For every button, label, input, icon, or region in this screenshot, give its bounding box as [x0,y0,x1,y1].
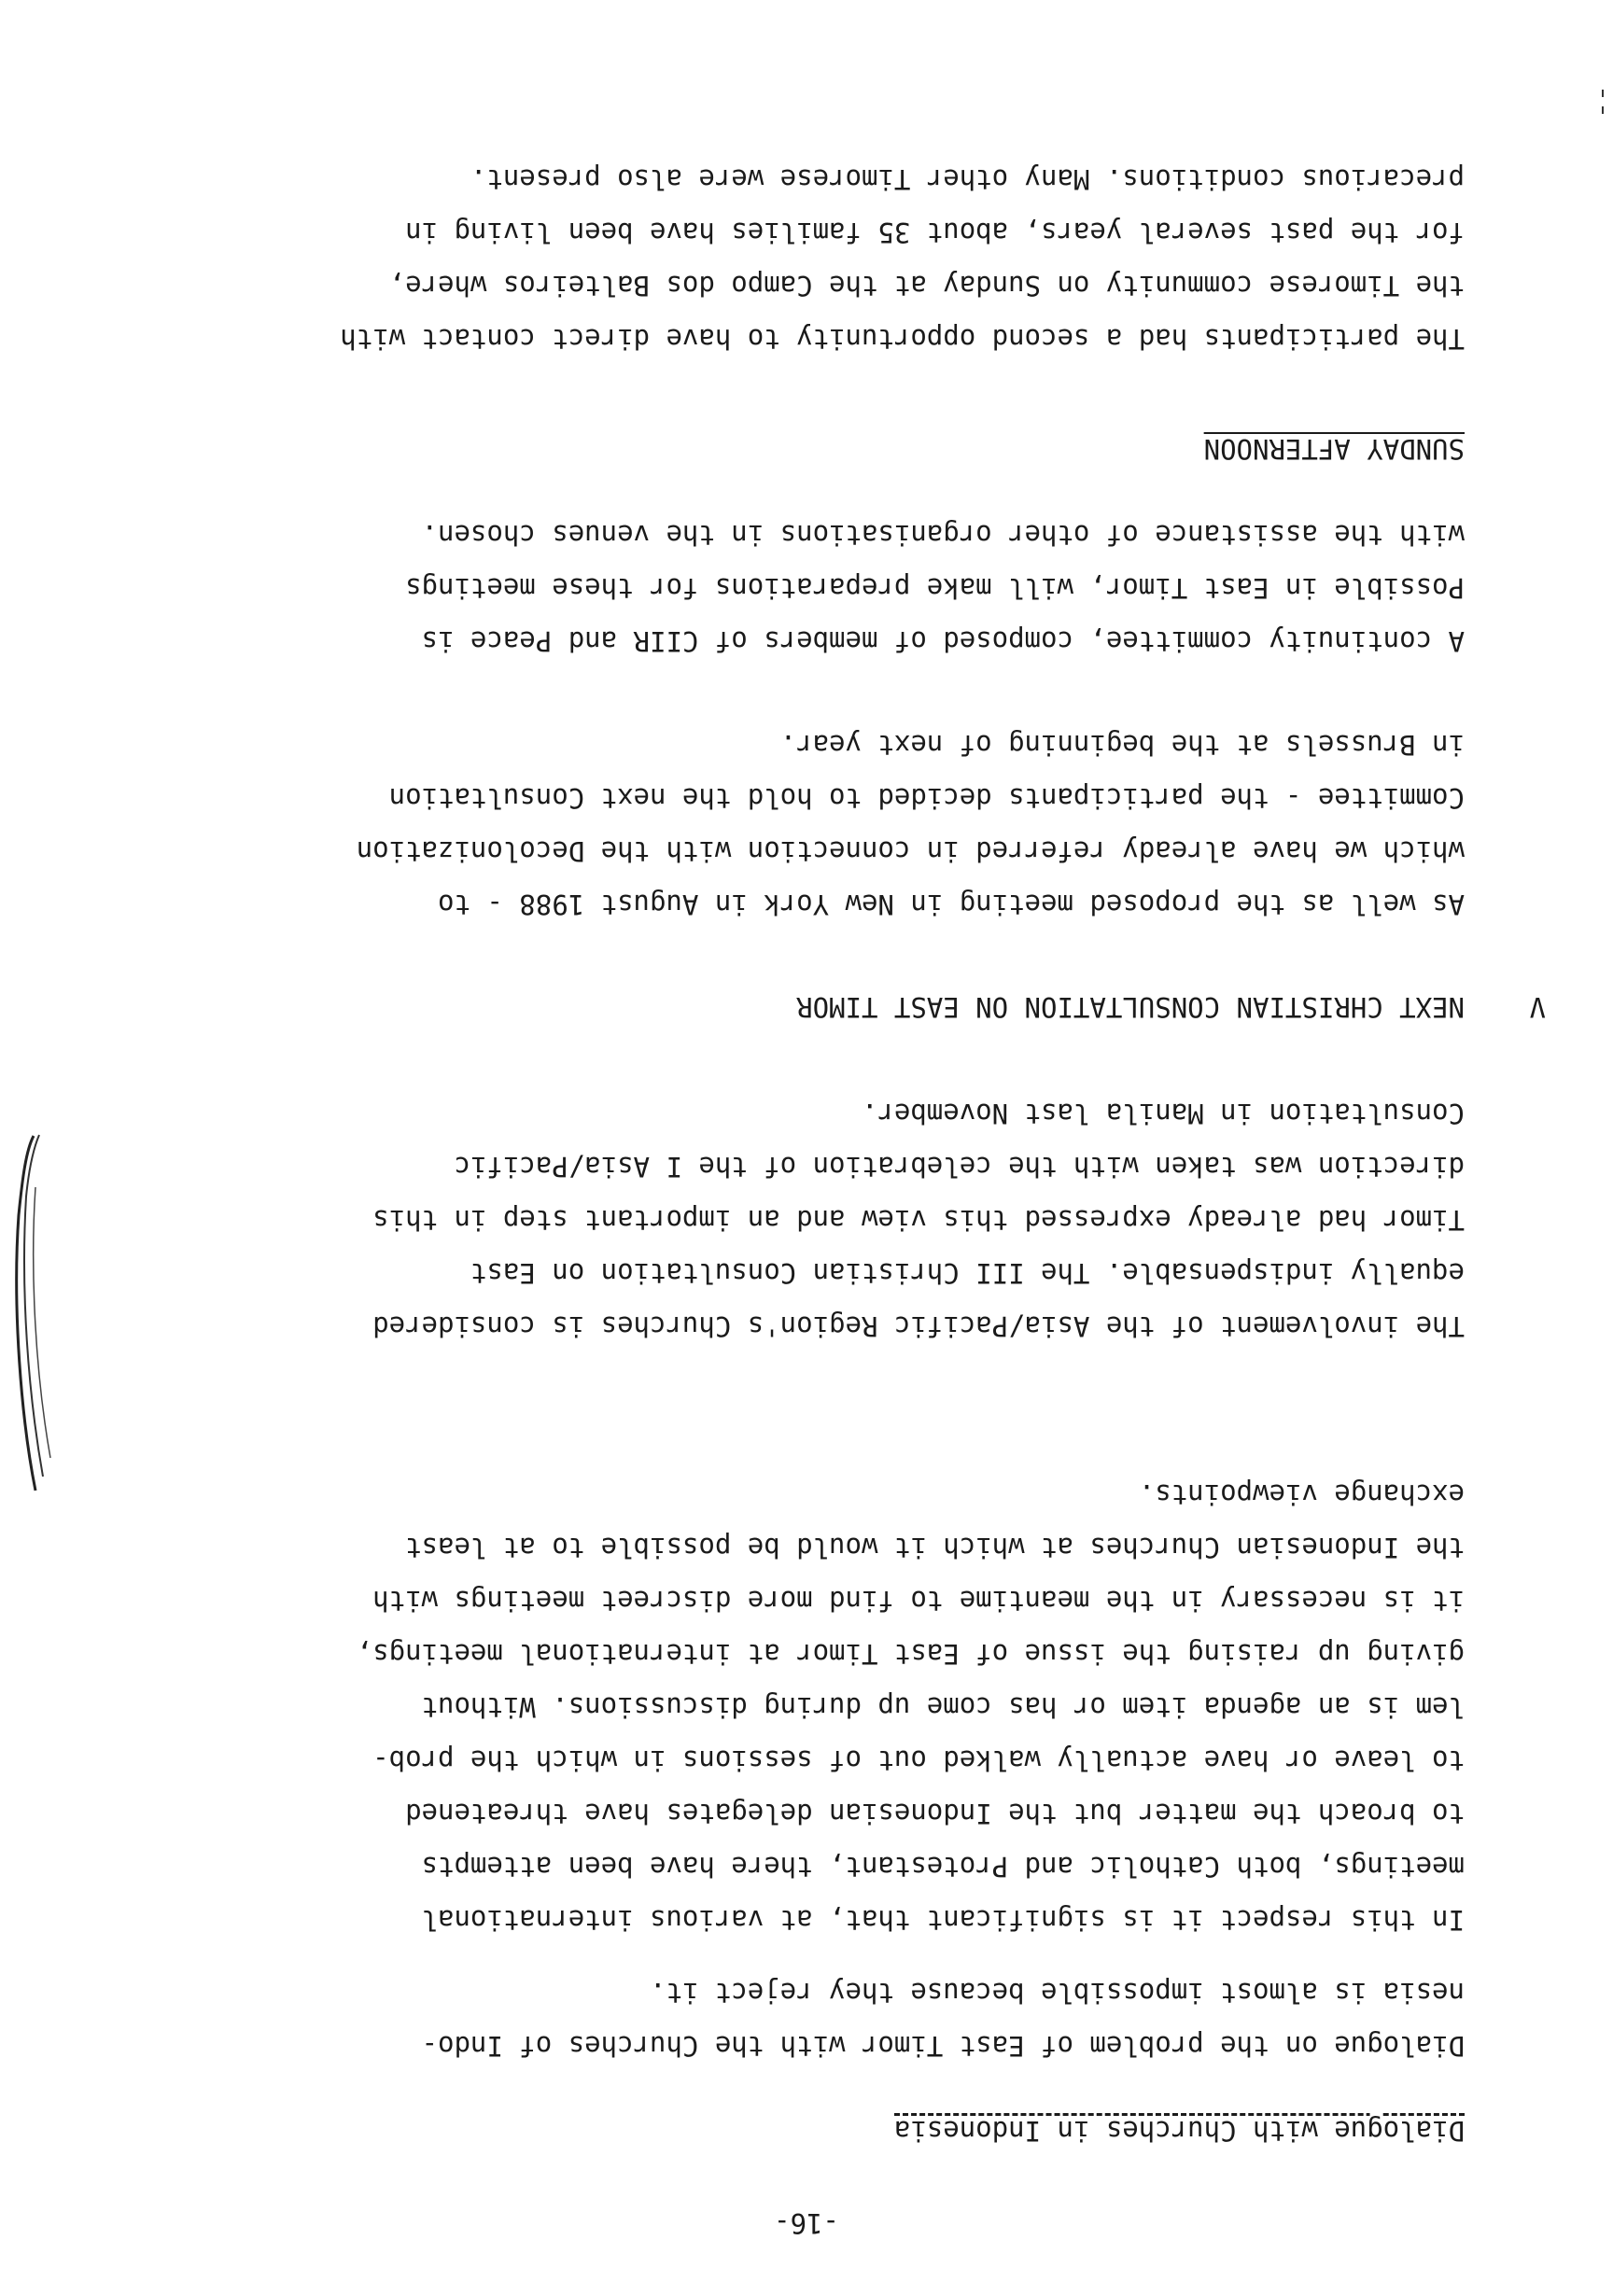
text-line: with the assistance of other organisations in the venues chosen. [421,519,1465,551]
text-line: Timor had already expressed this view and an important step in this [372,1204,1465,1236]
text-line: equally indispensable. The III Christian Consultation on East [470,1257,1465,1289]
text-line: The participants had a second opportunity to have direct contact with [340,323,1465,355]
text-line: In this respect it is significant that, at various international [421,1904,1465,1936]
text-line: for the past several years, about 35 families have been living in [405,217,1465,248]
paragraph-next-meeting [357,718,1465,931]
handwritten-margin-mark [7,1131,63,1495]
text-line: direction was taken with the celebration of the I Asia/Pacific [454,1151,1465,1183]
text-line: which we have already referred in connection with the Decolonization [356,835,1465,867]
text-line: meetings, both Catholic and Protestant, there have been attempts [421,1851,1465,1883]
section-number: V [1529,991,1546,1023]
text-line: Consultation in Manila last November. [861,1098,1465,1129]
paragraph-continuity-committee [405,508,1465,667]
text-line: nesia is almost impossible because they reject it. [650,1977,1465,2009]
section-heading-sunday: SUNDAY AFTERNOON [1203,433,1465,465]
text-line: lem is an agenda item or has come up during discussions. Without [421,1691,1465,1723]
text-line: precarious conditions. Many other Timorese were also present. [470,163,1465,195]
text-line: it is necessary in the meantime to find more discreet meetings with [372,1585,1465,1617]
text-line: to leave or have actually walked out of sessions in which the prob- [372,1744,1465,1776]
scan-artifact-mark [1600,86,1606,114]
text-line: The involvement of the Asia/Pacific Region's Churches is considered [372,1310,1465,1342]
text-line: A continuity committee, composed of members of CIIR and Peace is [421,625,1465,657]
text-line: to broach the matter but the Indonesian delegates have threatened [405,1798,1465,1829]
section-heading-next-consultation [796,991,1546,1023]
text-line: giving up raising the issue of East Timor at international meetings, [356,1638,1465,1670]
text-line: As well as the proposed meeting in New York in August 1988 - to [438,889,1465,920]
paragraph-sunday [340,152,1465,365]
section-title: NEXT CHRISTIAN CONSULTATION ON EAST TIMOR [796,991,1465,1023]
text-line: Possible in East Timor, will make preparations for these meetings [405,572,1465,604]
paragraph-dialogue-meetings [357,1467,1465,1946]
text-line: exchange viewpoints. [1138,1478,1465,1510]
text-line: the Timorese community on Sunday at the Campo dos Balteiros where, [388,270,1465,301]
paragraph-dialogue-intro [422,1966,1465,2072]
text-line: Committee - the participants decided to hold the next Consultation [388,782,1465,814]
text-line: in Brussels at the beginning of next year. [779,729,1465,761]
page-number: -16- [774,2207,839,2239]
section-heading-dialogue: Dialogue with Churches in Indonesia [893,2115,1465,2147]
paragraph-asia-pacific [372,1086,1465,1352]
text-line: Dialogue on the problem of East Timor with the Churches of Indo- [421,2030,1465,2062]
text-line: the Indonesian Churches at which it would be possible to at least [405,1532,1465,1563]
